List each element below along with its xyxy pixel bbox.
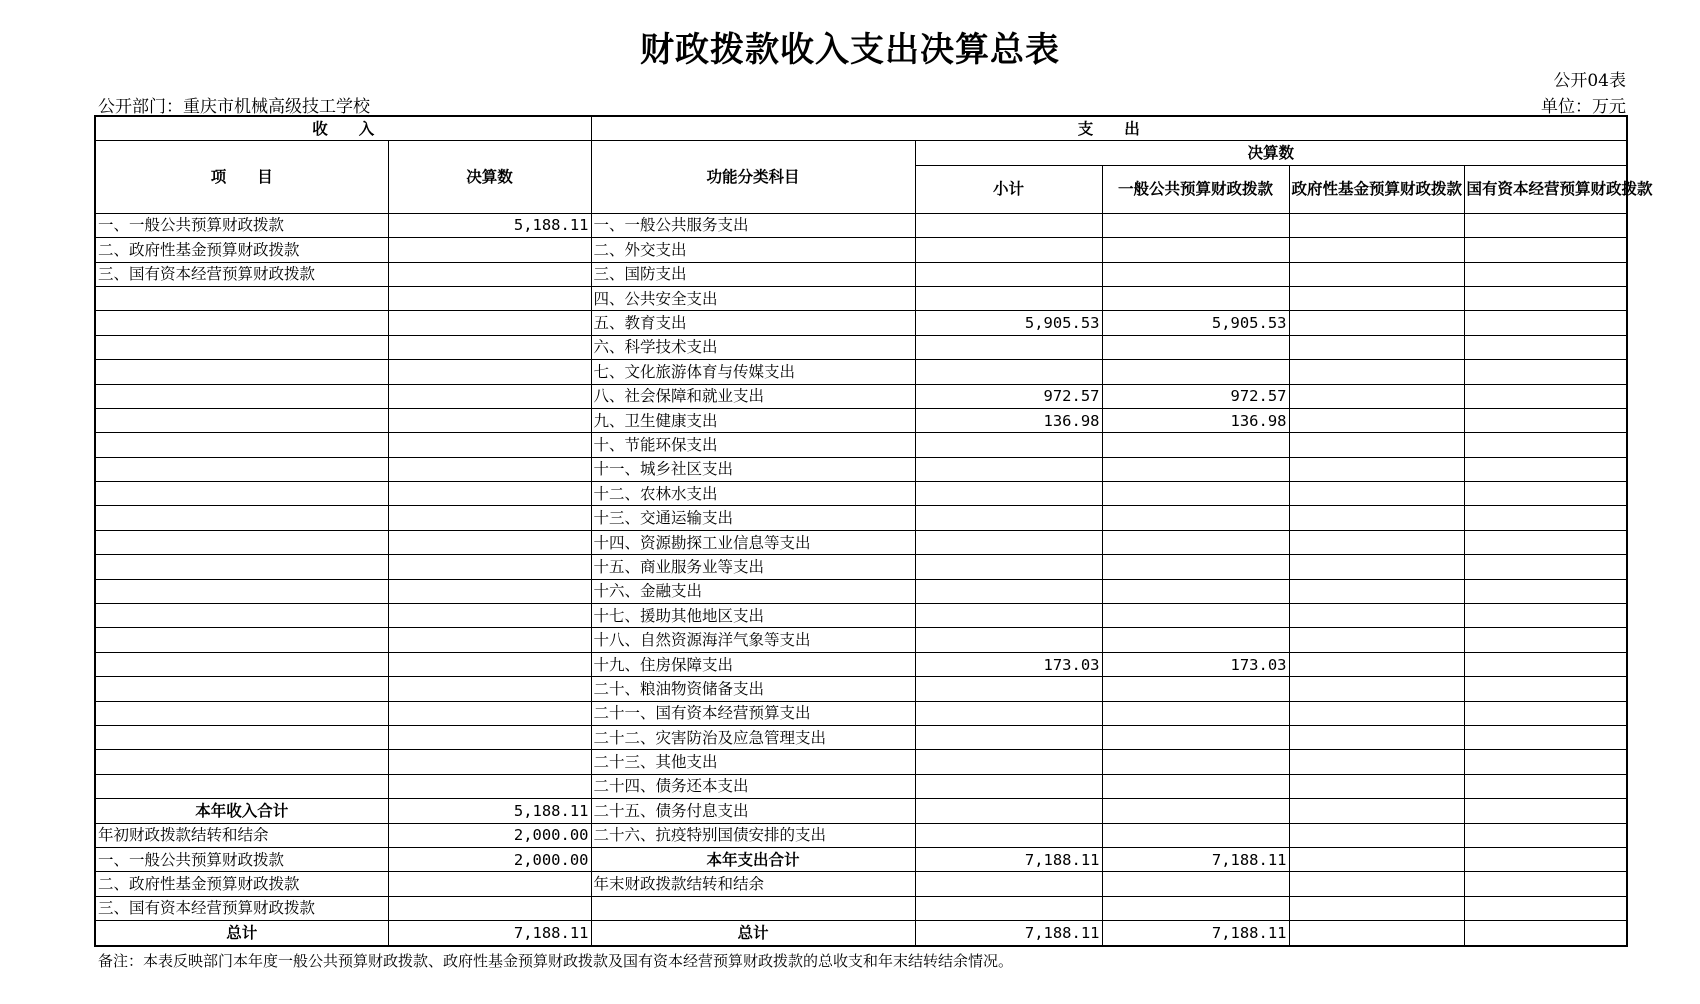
expense-subject-cell: 三、国防支出 xyxy=(591,262,915,286)
expense-subject-cell: 总计 xyxy=(591,921,915,946)
expense-subject-cell: 十、节能环保支出 xyxy=(591,433,915,457)
expense-general-cell xyxy=(1102,457,1289,481)
expense-fund-cell xyxy=(1289,750,1464,774)
income-amount-cell xyxy=(388,725,591,749)
table-row xyxy=(95,701,1627,725)
income-item-cell: 一、一般公共预算财政拨款 xyxy=(95,847,388,871)
expense-fund-cell xyxy=(1289,335,1464,359)
table-row xyxy=(95,433,1627,457)
expense-fund-cell xyxy=(1289,701,1464,725)
expense-fund-cell xyxy=(1289,506,1464,530)
income-item-cell xyxy=(95,506,388,530)
expense-subject-cell: 二十四、债务还本支出 xyxy=(591,774,915,798)
income-amount-cell xyxy=(388,335,591,359)
expense-subtotal-cell xyxy=(915,579,1102,603)
expense-general-cell xyxy=(1102,433,1289,457)
expense-fund-cell xyxy=(1289,823,1464,847)
expense-subject-cell: 二十六、抗疫特别国债安排的支出 xyxy=(591,823,915,847)
expense-general-cell xyxy=(1102,555,1289,579)
expense-subject-cell: 二十五、债务付息支出 xyxy=(591,799,915,823)
income-item-cell xyxy=(95,433,388,457)
expense-general-cell: 7,188.11 xyxy=(1102,921,1289,946)
expense-subject-cell: 五、教育支出 xyxy=(591,311,915,335)
department-label: 公开部门：重庆市机械高级技工学校 xyxy=(98,97,370,117)
income-amount-cell: 7,188.11 xyxy=(388,921,591,946)
expense-general-cell xyxy=(1102,286,1289,310)
expense-subject-cell: 十三、交通运输支出 xyxy=(591,506,915,530)
income-header: 收 入 xyxy=(95,116,591,141)
income-item-cell xyxy=(95,555,388,579)
expense-subtotal-cell xyxy=(915,457,1102,481)
expense-capital-cell xyxy=(1464,774,1627,798)
expense-header: 支 出 xyxy=(591,116,1627,141)
income-amount-cell xyxy=(388,652,591,676)
expense-capital-cell xyxy=(1464,921,1627,946)
expense-subtotal-cell xyxy=(915,872,1102,896)
expense-subject-cell: 二十三、其他支出 xyxy=(591,750,915,774)
table-row xyxy=(95,774,1627,798)
expense-fund-cell xyxy=(1289,238,1464,262)
income-amount-cell xyxy=(388,482,591,506)
expense-subtotal-cell xyxy=(915,530,1102,554)
income-item-cell xyxy=(95,408,388,432)
expense-subtotal-cell xyxy=(915,799,1102,823)
income-item-cell xyxy=(95,360,388,384)
expense-general-cell: 136.98 xyxy=(1102,408,1289,432)
expense-capital-cell xyxy=(1464,506,1627,530)
income-amount-cell: 2,000.00 xyxy=(388,823,591,847)
income-item-cell xyxy=(95,311,388,335)
income-amount-cell xyxy=(388,774,591,798)
expense-subtotal-cell: 7,188.11 xyxy=(915,921,1102,946)
table-row xyxy=(95,238,1627,262)
expense-general-cell xyxy=(1102,896,1289,920)
income-item-cell xyxy=(95,579,388,603)
expense-fund-cell xyxy=(1289,360,1464,384)
expense-subtotal-cell xyxy=(915,555,1102,579)
expense-general-cell: 972.57 xyxy=(1102,384,1289,408)
income-item-cell xyxy=(95,286,388,310)
expense-fund-cell xyxy=(1289,262,1464,286)
income-amount-cell xyxy=(388,677,591,701)
table-row xyxy=(95,579,1627,603)
final-amount-header: 决算数 xyxy=(915,141,1627,165)
expense-subject-cell: 六、科学技术支出 xyxy=(591,335,915,359)
table-row xyxy=(95,823,1627,847)
expense-subject-cell: 十四、资源勘探工业信息等支出 xyxy=(591,530,915,554)
expense-capital-cell xyxy=(1464,433,1627,457)
expense-subtotal-cell: 5,905.53 xyxy=(915,311,1102,335)
expense-general-cell: 7,188.11 xyxy=(1102,847,1289,871)
expense-subtotal-cell xyxy=(915,262,1102,286)
income-amount-cell xyxy=(388,238,591,262)
expense-subtotal-cell xyxy=(915,238,1102,262)
expense-general-cell xyxy=(1102,823,1289,847)
expense-subtotal-cell xyxy=(915,506,1102,530)
income-item-cell xyxy=(95,384,388,408)
expense-subtotal-cell xyxy=(915,701,1102,725)
expense-subject-cell: 二十一、国有资本经营预算支出 xyxy=(591,701,915,725)
expense-fund-cell xyxy=(1289,384,1464,408)
expense-general-cell xyxy=(1102,238,1289,262)
table-row xyxy=(95,408,1627,432)
table-number: 公开04表 xyxy=(1553,71,1626,91)
expense-fund-cell xyxy=(1289,652,1464,676)
table-row xyxy=(95,482,1627,506)
table-row xyxy=(95,213,1627,237)
expense-subject-cell: 十一、城乡社区支出 xyxy=(591,457,915,481)
expense-subject-cell: 十二、农林水支出 xyxy=(591,482,915,506)
expense-subtotal-cell xyxy=(915,677,1102,701)
expense-capital-cell xyxy=(1464,555,1627,579)
expense-fund-cell xyxy=(1289,457,1464,481)
table-row xyxy=(95,604,1627,628)
table-row xyxy=(95,311,1627,335)
expense-fund-cell xyxy=(1289,799,1464,823)
expense-subtotal-cell xyxy=(915,823,1102,847)
expense-subject-cell xyxy=(591,896,915,920)
expense-capital-cell xyxy=(1464,604,1627,628)
expense-subject-cell: 十七、援助其他地区支出 xyxy=(591,604,915,628)
income-amount-cell xyxy=(388,311,591,335)
expense-general-cell xyxy=(1102,506,1289,530)
expense-subject-cell: 八、社会保障和就业支出 xyxy=(591,384,915,408)
expense-subject-cell: 二十二、灾害防治及应急管理支出 xyxy=(591,725,915,749)
budget-table xyxy=(94,115,1653,947)
income-amount-cell xyxy=(388,433,591,457)
table-row xyxy=(95,335,1627,359)
table-row xyxy=(95,750,1627,774)
table-row xyxy=(95,628,1627,652)
expense-subject-cell: 十九、住房保障支出 xyxy=(591,652,915,676)
income-amount-cell: 5,188.11 xyxy=(388,799,591,823)
table-row xyxy=(95,384,1627,408)
expense-subtotal-cell: 136.98 xyxy=(915,408,1102,432)
expense-capital-cell xyxy=(1464,408,1627,432)
expense-fund-cell xyxy=(1289,774,1464,798)
income-amount-cell xyxy=(388,530,591,554)
general-header: 一般公共预算财政拨款 xyxy=(1102,165,1289,213)
header-row-2 xyxy=(95,141,1627,165)
header-row-1 xyxy=(95,116,1627,141)
expense-subject-cell: 一、一般公共服务支出 xyxy=(591,213,915,237)
expense-capital-cell xyxy=(1464,457,1627,481)
expense-fund-cell xyxy=(1289,604,1464,628)
expense-fund-cell xyxy=(1289,579,1464,603)
expense-capital-cell xyxy=(1464,286,1627,310)
item-header: 项 目 xyxy=(95,141,388,213)
expense-subtotal-cell xyxy=(915,774,1102,798)
income-amount-cell: 5,188.11 xyxy=(388,213,591,237)
income-amount-cell xyxy=(388,506,591,530)
expense-subtotal-cell: 7,188.11 xyxy=(915,847,1102,871)
amount-header: 决算数 xyxy=(388,141,591,213)
income-amount-cell xyxy=(388,384,591,408)
expense-general-cell xyxy=(1102,262,1289,286)
income-item-cell xyxy=(95,604,388,628)
expense-general-cell xyxy=(1102,872,1289,896)
table-row xyxy=(95,530,1627,554)
expense-fund-cell xyxy=(1289,482,1464,506)
expense-capital-cell xyxy=(1464,750,1627,774)
expense-fund-cell xyxy=(1289,921,1464,946)
expense-general-cell xyxy=(1102,774,1289,798)
income-amount-cell xyxy=(388,360,591,384)
income-item-cell xyxy=(95,677,388,701)
income-amount-cell xyxy=(388,604,591,628)
expense-capital-cell xyxy=(1464,652,1627,676)
func-subject-header: 功能分类科目 xyxy=(591,141,915,213)
income-amount-cell xyxy=(388,872,591,896)
expense-general-cell xyxy=(1102,750,1289,774)
expense-capital-cell xyxy=(1464,360,1627,384)
footnote: 备注：本表反映部门本年度一般公共预算财政拨款、政府性基金预算财政拨款及国有资本经营预算财政拨款的总收支和年末结转结余情况。 xyxy=(98,952,1014,970)
expense-capital-cell xyxy=(1464,530,1627,554)
expense-subtotal-cell xyxy=(915,433,1102,457)
table-row xyxy=(95,725,1627,749)
table-row xyxy=(95,872,1627,896)
expense-fund-cell xyxy=(1289,286,1464,310)
expense-fund-cell xyxy=(1289,896,1464,920)
expense-fund-cell xyxy=(1289,725,1464,749)
expense-subtotal-cell xyxy=(915,604,1102,628)
unit-label: 单位：万元 xyxy=(1541,97,1626,117)
income-amount-cell xyxy=(388,628,591,652)
income-item-cell: 二、政府性基金预算财政拨款 xyxy=(95,872,388,896)
expense-capital-cell xyxy=(1464,384,1627,408)
income-item-cell xyxy=(95,701,388,725)
income-amount-cell: 2,000.00 xyxy=(388,847,591,871)
expense-general-cell xyxy=(1102,701,1289,725)
table-row xyxy=(95,555,1627,579)
state-capital-header: 国有资本经营预算财政拨款 xyxy=(1464,165,1627,213)
expense-subject-cell: 二、外交支出 xyxy=(591,238,915,262)
expense-fund-cell xyxy=(1289,872,1464,896)
expense-capital-cell xyxy=(1464,701,1627,725)
income-item-cell xyxy=(95,652,388,676)
income-item-cell: 三、国有资本经营预算财政拨款 xyxy=(95,262,388,286)
expense-subtotal-cell xyxy=(915,213,1102,237)
income-item-cell: 三、国有资本经营预算财政拨款 xyxy=(95,896,388,920)
table-row xyxy=(95,506,1627,530)
income-item-cell xyxy=(95,750,388,774)
expense-capital-cell xyxy=(1464,262,1627,286)
expense-subject-cell: 本年支出合计 xyxy=(591,847,915,871)
table-row xyxy=(95,799,1627,823)
expense-fund-cell xyxy=(1289,530,1464,554)
subtotal-header: 小计 xyxy=(915,165,1102,213)
expense-capital-cell xyxy=(1464,213,1627,237)
expense-subject-cell: 四、公共安全支出 xyxy=(591,286,915,310)
expense-subject-cell: 十八、自然资源海洋气象等支出 xyxy=(591,628,915,652)
income-item-cell: 总计 xyxy=(95,921,388,946)
income-amount-cell xyxy=(388,408,591,432)
expense-general-cell xyxy=(1102,482,1289,506)
expense-fund-cell xyxy=(1289,677,1464,701)
income-amount-cell xyxy=(388,701,591,725)
expense-subject-cell: 二十、粮油物资储备支出 xyxy=(591,677,915,701)
income-amount-cell xyxy=(388,555,591,579)
expense-subtotal-cell: 173.03 xyxy=(915,652,1102,676)
expense-subtotal-cell: 972.57 xyxy=(915,384,1102,408)
expense-general-cell xyxy=(1102,530,1289,554)
expense-subtotal-cell xyxy=(915,286,1102,310)
expense-subject-cell: 十六、金融支出 xyxy=(591,579,915,603)
income-amount-cell xyxy=(388,262,591,286)
expense-capital-cell xyxy=(1464,677,1627,701)
table-row xyxy=(95,457,1627,481)
income-item-cell xyxy=(95,530,388,554)
income-item-cell xyxy=(95,335,388,359)
income-item-cell: 本年收入合计 xyxy=(95,799,388,823)
expense-fund-cell xyxy=(1289,847,1464,871)
expense-general-cell xyxy=(1102,799,1289,823)
income-amount-cell xyxy=(388,579,591,603)
expense-subject-cell: 九、卫生健康支出 xyxy=(591,408,915,432)
income-item-cell xyxy=(95,457,388,481)
expense-fund-cell xyxy=(1289,213,1464,237)
expense-capital-cell xyxy=(1464,628,1627,652)
page-title: 财政拨款收入支出决算总表 xyxy=(640,30,1060,70)
expense-capital-cell xyxy=(1464,896,1627,920)
expense-subject-cell: 七、文化旅游体育与传媒支出 xyxy=(591,360,915,384)
expense-subtotal-cell xyxy=(915,335,1102,359)
expense-fund-cell xyxy=(1289,433,1464,457)
expense-general-cell xyxy=(1102,213,1289,237)
expense-capital-cell xyxy=(1464,311,1627,335)
table-row xyxy=(95,921,1627,946)
expense-capital-cell xyxy=(1464,725,1627,749)
expense-general-cell: 173.03 xyxy=(1102,652,1289,676)
expense-capital-cell xyxy=(1464,847,1627,871)
expense-general-cell xyxy=(1102,604,1289,628)
table-row xyxy=(95,360,1627,384)
expense-subject-cell: 十五、商业服务业等支出 xyxy=(591,555,915,579)
expense-general-cell xyxy=(1102,335,1289,359)
table-row xyxy=(95,896,1627,920)
income-item-cell xyxy=(95,725,388,749)
expense-general-cell xyxy=(1102,725,1289,749)
expense-capital-cell xyxy=(1464,335,1627,359)
expense-general-cell xyxy=(1102,677,1289,701)
expense-fund-cell xyxy=(1289,408,1464,432)
income-amount-cell xyxy=(388,896,591,920)
expense-subtotal-cell xyxy=(915,482,1102,506)
expense-subtotal-cell xyxy=(915,725,1102,749)
expense-capital-cell xyxy=(1464,823,1627,847)
fund-header: 政府性基金预算财政拨款 xyxy=(1289,165,1464,213)
income-amount-cell xyxy=(388,457,591,481)
income-item-cell xyxy=(95,482,388,506)
table-row xyxy=(95,847,1627,871)
expense-subtotal-cell xyxy=(915,628,1102,652)
income-amount-cell xyxy=(388,750,591,774)
income-item-cell xyxy=(95,774,388,798)
expense-capital-cell xyxy=(1464,579,1627,603)
expense-capital-cell xyxy=(1464,872,1627,896)
expense-general-cell xyxy=(1102,628,1289,652)
expense-fund-cell xyxy=(1289,628,1464,652)
income-item-cell: 年初财政拨款结转和结余 xyxy=(95,823,388,847)
income-item-cell xyxy=(95,628,388,652)
expense-fund-cell xyxy=(1289,311,1464,335)
expense-subject-cell: 年末财政拨款结转和结余 xyxy=(591,872,915,896)
expense-subtotal-cell xyxy=(915,896,1102,920)
expense-capital-cell xyxy=(1464,799,1627,823)
table-row xyxy=(95,652,1627,676)
expense-general-cell xyxy=(1102,360,1289,384)
table-row xyxy=(95,262,1627,286)
expense-capital-cell xyxy=(1464,482,1627,506)
expense-subtotal-cell xyxy=(915,360,1102,384)
expense-general-cell: 5,905.53 xyxy=(1102,311,1289,335)
expense-fund-cell xyxy=(1289,555,1464,579)
expense-subtotal-cell xyxy=(915,750,1102,774)
income-item-cell: 一、一般公共预算财政拨款 xyxy=(95,213,388,237)
expense-capital-cell xyxy=(1464,238,1627,262)
income-item-cell: 二、政府性基金预算财政拨款 xyxy=(95,238,388,262)
income-amount-cell xyxy=(388,286,591,310)
table-row xyxy=(95,286,1627,310)
table-row xyxy=(95,677,1627,701)
expense-general-cell xyxy=(1102,579,1289,603)
